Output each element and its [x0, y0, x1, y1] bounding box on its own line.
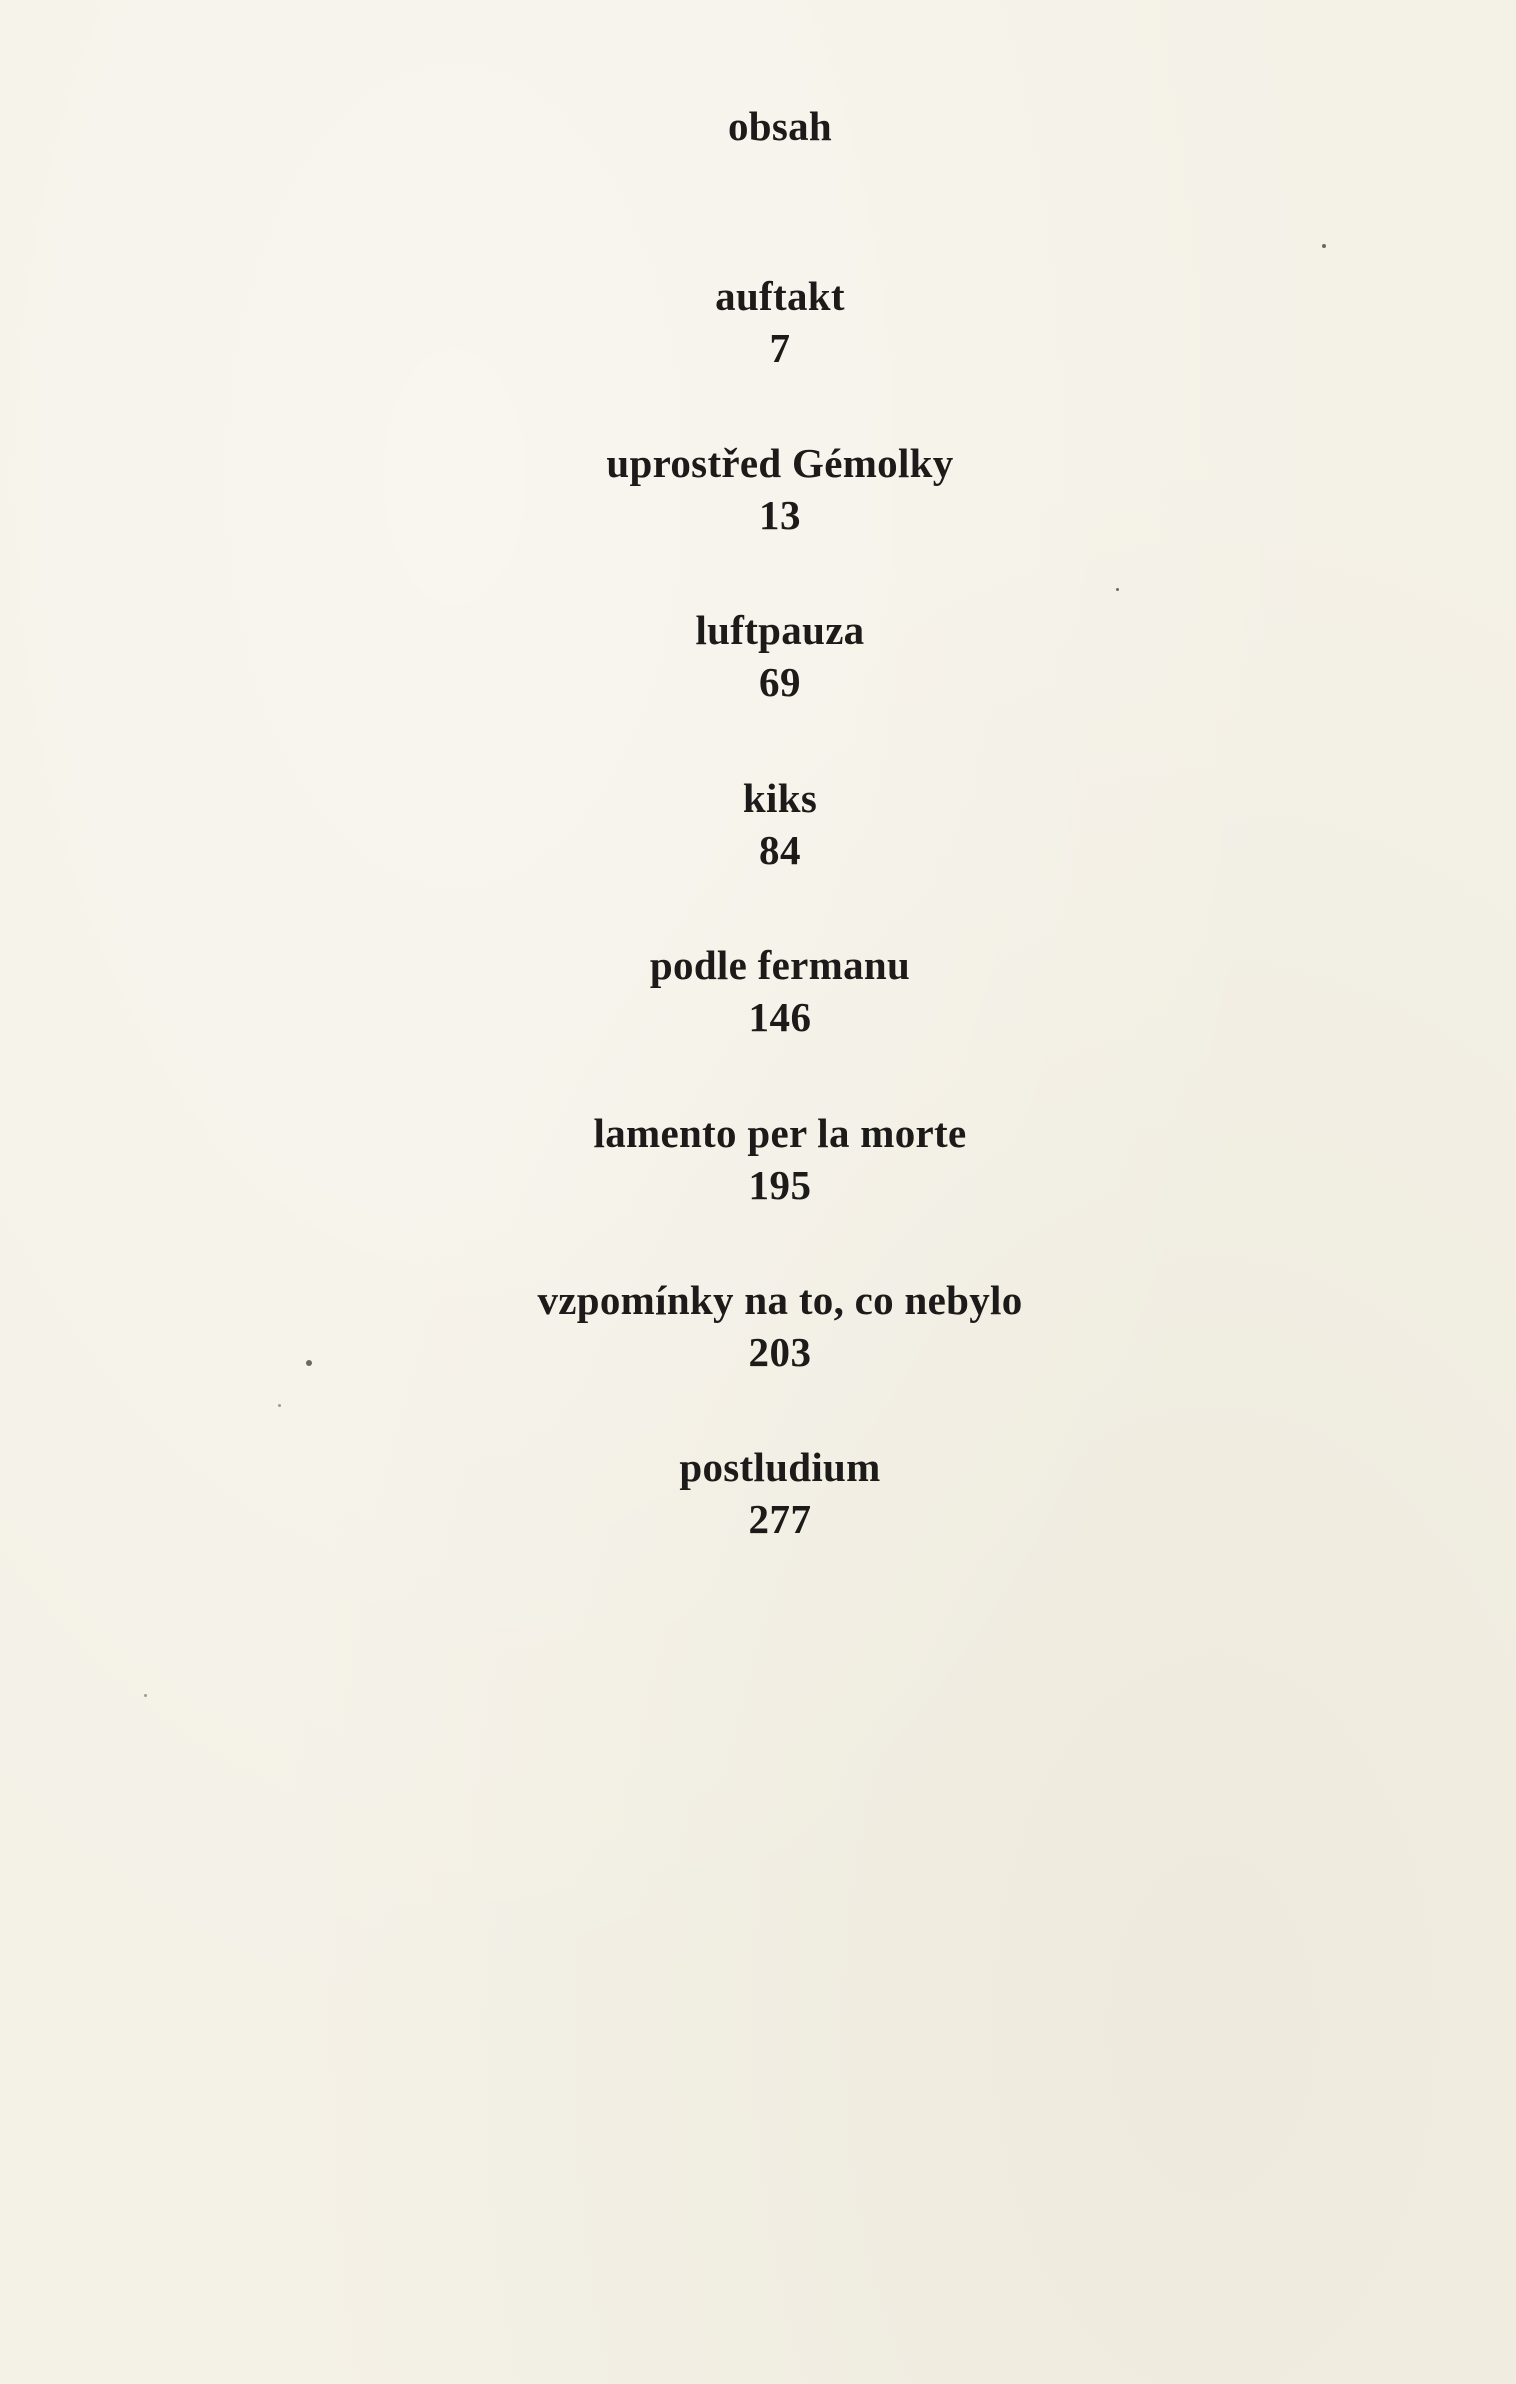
- toc-entry-page: 69: [759, 659, 801, 705]
- toc-entry-title: lamento per la morte: [593, 1110, 967, 1156]
- toc-entry: [0, 604, 1516, 708]
- toc-entry: [0, 1274, 1516, 1378]
- toc-entry-title: podle fermanu: [649, 942, 911, 988]
- toc-entry-title: kiks: [742, 775, 818, 821]
- toc-entry-page: 84: [759, 827, 801, 873]
- paper-speck: [306, 1360, 312, 1366]
- toc-entry-page: 195: [748, 1162, 812, 1208]
- toc-entry-title: vzpomínky na to, co nebylo: [537, 1277, 1023, 1323]
- paper-speck: [144, 1694, 147, 1697]
- toc-entry-page: 203: [748, 1329, 812, 1375]
- toc-entry: [0, 772, 1516, 876]
- toc-entry-title: auftakt: [715, 273, 845, 319]
- toc-entry-title: postludium: [679, 1444, 881, 1490]
- toc-entry: [0, 939, 1516, 1043]
- paper-speck: [1322, 244, 1326, 248]
- toc-entry-page: 7: [769, 325, 791, 371]
- toc-entry-title: luftpauza: [695, 607, 865, 653]
- toc-entry-title: uprostřed Gémolky: [606, 440, 954, 486]
- toc-heading: obsah: [727, 103, 833, 149]
- toc-entry: [0, 1441, 1516, 1545]
- toc-entry-page: 13: [759, 492, 801, 538]
- toc-entry-page: 277: [748, 1496, 812, 1542]
- paper-speck: [278, 1404, 281, 1407]
- toc-entry: [0, 270, 1516, 374]
- paper-speck: [1116, 588, 1119, 591]
- toc-entry: [0, 437, 1516, 541]
- toc-entry-page: 146: [748, 994, 812, 1040]
- toc-entry: [0, 1107, 1516, 1211]
